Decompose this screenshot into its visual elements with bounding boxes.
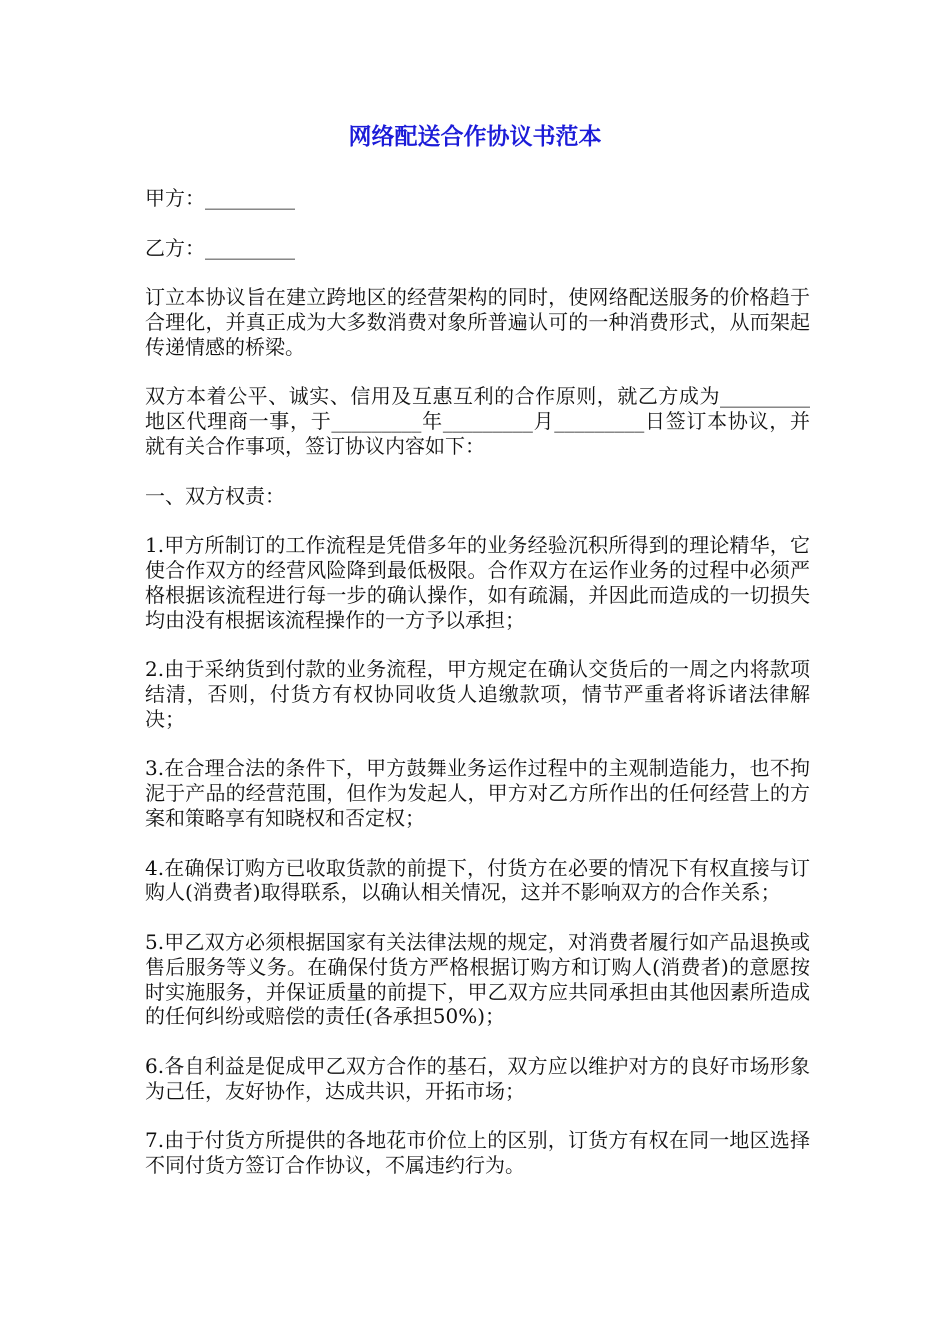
clause-1: 1.甲方所制订的工作流程是凭借多年的业务经验沉积所得到的理论精华，它使合作双方的经营风险降到最低极限。合作双方在运作业务的过程中必须严格根据该流程进行每一步的确认操作，如有疏漏，并因此而造成的一切损失均由没有根据该流程操作的一方予以承担； [145, 533, 810, 632]
document-body [145, 186, 810, 1203]
section-heading: 一、双方权责： [145, 483, 285, 508]
clause-4: 4.在确保订购方已收取货款的前提下，付货方在必要的情况下有权直接与订购人(消费者)取得联系，以确认相关情况，这并不影响双方的合作关系； [145, 855, 810, 905]
intro-paragraph: 订立本协议旨在建立跨地区的经营架构的同时，使网络配送服务的价格趋于合理化，并真正成为大多数消费对象所普遍认可的一种消费形式，从而架起传递情感的桥梁。 [145, 285, 810, 359]
clause-5: 5.甲乙双方必须根据国家有关法律法规的规定，对消费者履行如产品退换或售后服务等义务。在确保付货方严格根据订购方和订购人(消费者)的意愿按时实施服务，并保证质量的前提下，甲乙双方应共同承担由其他因素所造成的任何纠纷或赔偿的责任(各承担50%)； [145, 929, 810, 1029]
clause-3: 3.在合理合法的条件下，甲方鼓舞业务运作过程中的主观制造能力，也不拘泥于产品的经营范围，但作为发起人，甲方对乙方所作出的任何经营上的方案和策略享有知晓权和否定权； [145, 756, 810, 830]
clause-6: 6.各自利益是促成甲乙双方合作的基石，双方应以维护对方的良好市场形象为己任，友好协作，达成共识，开拓市场； [145, 1053, 810, 1103]
preamble-paragraph: 双方本着公平、诚实、信用及互惠互利的合作原则，就乙方成为_________地区代理商一事，于_________年_________月_________日签订本协议，并就有关合作事项，签订协议内容如下： [145, 384, 810, 458]
clause-2: 2.由于采纳货到付款的业务流程，甲方规定在确认交货后的一周之内将款项结清，否则，付货方有权协同收货人追缴款项，情节严重者将诉诸法律解决； [145, 657, 810, 731]
document-title: 网络配送合作协议书范本 [348, 124, 602, 150]
party-b-line: 乙方：_________ [145, 235, 295, 260]
clause-7: 7.由于付货方所提供的各地花市价位上的区别，订货方有权在同一地区选择不同付货方签订合作协议，不属违约行为。 [145, 1128, 810, 1178]
party-a-line: 甲方：_________ [145, 186, 295, 210]
